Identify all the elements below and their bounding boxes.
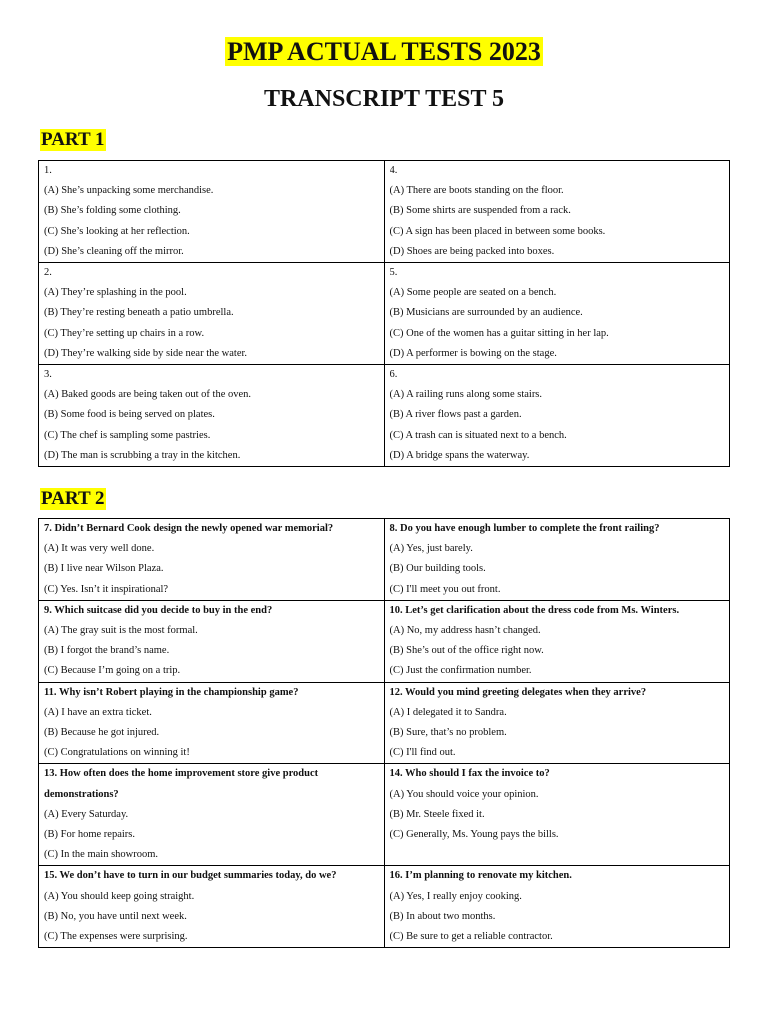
answer-option: (D) The man is scrubbing a tray in the kitchen. bbox=[44, 449, 241, 461]
answer-option: (B) In about two months. bbox=[389, 910, 496, 922]
question-cell bbox=[39, 365, 385, 467]
question-cell bbox=[384, 682, 730, 764]
question-text: 12. Would you mind greeting delegates when they arrive? bbox=[389, 686, 647, 698]
question-text: 2. bbox=[44, 267, 52, 279]
answer-option: (D) A bridge spans the waterway. bbox=[389, 449, 530, 461]
answer-option: (A) The gray suit is the most formal. bbox=[44, 625, 198, 637]
question-cell bbox=[384, 866, 730, 948]
answer-option: (A) She’s unpacking some merchandise. bbox=[44, 185, 214, 197]
part-2-table-body bbox=[39, 519, 730, 948]
answer-option: (C) I'll meet you out front. bbox=[389, 583, 501, 595]
answer-option: (C) Be sure to get a reliable contractor. bbox=[389, 931, 553, 943]
answer-option: (A) Yes, just barely. bbox=[389, 543, 473, 555]
answer-option: (A) I have an extra ticket. bbox=[44, 706, 152, 718]
question-text: 3. bbox=[44, 369, 52, 381]
question-text: 5. bbox=[389, 267, 398, 279]
answer-option: (B) She’s out of the office right now. bbox=[389, 645, 544, 657]
answer-option: (A) You should keep going straight. bbox=[44, 890, 195, 902]
answer-option: (C) Just the confirmation number. bbox=[389, 665, 532, 677]
question-cell bbox=[384, 519, 730, 601]
table-row bbox=[39, 764, 730, 866]
answer-option: (C) They’re setting up chairs in a row. bbox=[44, 327, 205, 339]
answer-option: (B) They’re resting beneath a patio umbrella. bbox=[44, 307, 234, 319]
answer-option: (B) For home repairs. bbox=[44, 829, 135, 841]
answer-option: (C) Congratulations on winning it! bbox=[44, 747, 190, 759]
question-cell bbox=[39, 866, 385, 948]
question-cell bbox=[384, 764, 730, 866]
answer-option: (B) Sure, that’s no problem. bbox=[389, 727, 507, 739]
question-cell bbox=[39, 682, 385, 764]
answer-option: (D) She’s cleaning off the mirror. bbox=[44, 245, 184, 257]
answer-option: (A) A railing runs along some stairs. bbox=[389, 389, 543, 401]
question-cell bbox=[39, 161, 385, 263]
question-text: 9. Which suitcase did you decide to buy in the end? bbox=[44, 604, 273, 616]
answer-option: (A) Baked goods are being taken out of the oven. bbox=[44, 389, 252, 401]
question-cell bbox=[39, 600, 385, 682]
answer-option: (C) One of the women has a guitar sitting in her lap. bbox=[389, 327, 609, 339]
answer-option: (D) A performer is bowing on the stage. bbox=[389, 347, 557, 359]
answer-option: (B) I live near Wilson Plaza. bbox=[44, 563, 164, 575]
answer-option: (B) Some shirts are suspended from a rack. bbox=[389, 205, 571, 217]
question-text: 10. Let’s get clarification about the dress code from Ms. Winters. bbox=[389, 604, 680, 616]
answer-option: (C) The chef is sampling some pastries. bbox=[44, 429, 211, 441]
table-row bbox=[39, 682, 730, 764]
table-row bbox=[39, 519, 730, 601]
answer-option: (B) Mr. Steele fixed it. bbox=[389, 808, 485, 820]
answer-option: (C) She’s looking at her reflection. bbox=[44, 225, 190, 237]
table-row bbox=[39, 263, 730, 365]
answer-option: (B) Musicians are surrounded by an audience. bbox=[389, 307, 583, 319]
answer-option: (A) It was very well done. bbox=[44, 543, 155, 555]
question-text: 1. bbox=[44, 165, 52, 176]
answer-option: (C) The expenses were surprising. bbox=[44, 931, 188, 943]
part-1-table bbox=[38, 160, 730, 467]
part-2-table bbox=[38, 518, 730, 948]
answer-option: (B) Because he got injured. bbox=[44, 727, 160, 739]
answer-option: (A) They’re splashing in the pool. bbox=[44, 287, 187, 299]
document-subtitle: TRANSCRIPT TEST 5 bbox=[263, 86, 505, 112]
answer-option: (C) In the main showroom. bbox=[44, 849, 159, 861]
question-text: 13. How often does the home improvement store give product demonstrations? bbox=[44, 768, 319, 800]
answer-option: (B) She’s folding some clothing. bbox=[44, 205, 181, 217]
question-text: 8. Do you have enough lumber to complete the front railing? bbox=[389, 523, 660, 534]
answer-option: (A) No, my address hasn’t changed. bbox=[389, 625, 541, 637]
table-row bbox=[39, 600, 730, 682]
answer-option: (A) There are boots standing on the floor. bbox=[389, 185, 564, 197]
document-title-wrap bbox=[0, 36, 768, 68]
answer-option: (D) They’re walking side by side near the water. bbox=[44, 347, 248, 359]
answer-option: (A) I delegated it to Sandra. bbox=[389, 706, 507, 718]
question-cell bbox=[39, 764, 385, 866]
document-title: PMP ACTUAL TESTS 2023 bbox=[227, 37, 541, 66]
question-cell bbox=[39, 263, 385, 365]
answer-option: (C) A trash can is situated next to a bench. bbox=[389, 429, 567, 441]
answer-option: (D) Shoes are being packed into boxes. bbox=[389, 245, 555, 257]
answer-option: (A) Yes, I really enjoy cooking. bbox=[389, 890, 522, 902]
table-row bbox=[39, 365, 730, 467]
table-row bbox=[39, 161, 730, 263]
answer-option: (C) Generally, Ms. Young pays the bills. bbox=[389, 829, 559, 841]
answer-option: (B) Some food is being served on plates. bbox=[44, 409, 215, 421]
part-1-label: PART 1 bbox=[41, 129, 105, 150]
question-text: 6. bbox=[389, 369, 398, 381]
question-text: 16. I’m planning to renovate my kitchen. bbox=[389, 870, 572, 882]
question-text: 15. We don’t have to turn in our budget summaries today, do we? bbox=[44, 870, 337, 882]
part-1-table-body bbox=[39, 161, 730, 467]
part-2-label: PART 2 bbox=[41, 488, 105, 509]
question-text: 14. Who should I fax the invoice to? bbox=[389, 768, 550, 780]
question-cell bbox=[384, 365, 730, 467]
answer-option: (A) You should voice your opinion. bbox=[389, 788, 539, 800]
answer-option: (A) Every Saturday. bbox=[44, 808, 129, 820]
answer-option: (A) Some people are seated on a bench. bbox=[389, 287, 557, 299]
table-row bbox=[39, 866, 730, 948]
question-cell bbox=[384, 263, 730, 365]
question-text: 11. Why isn’t Robert playing in the championship game? bbox=[44, 686, 299, 698]
answer-option: (C) Yes. Isn’t it inspirational? bbox=[44, 583, 169, 595]
answer-option: (C) Because I’m going on a trip. bbox=[44, 665, 181, 677]
question-cell bbox=[384, 600, 730, 682]
answer-option: (C) A sign has been placed in between some books. bbox=[389, 225, 606, 237]
answer-option: (B) Our building tools. bbox=[389, 563, 486, 575]
answer-option: (B) A river flows past a garden. bbox=[389, 409, 522, 421]
answer-option: (B) I forgot the brand’s name. bbox=[44, 645, 170, 657]
question-cell bbox=[39, 519, 385, 601]
answer-option: (C) I'll find out. bbox=[389, 747, 456, 759]
question-text: 4. bbox=[389, 165, 398, 176]
question-text: 7. Didn’t Bernard Cook design the newly opened war memorial? bbox=[44, 523, 334, 534]
answer-option: (B) No, you have until next week. bbox=[44, 910, 187, 922]
question-cell bbox=[384, 161, 730, 263]
